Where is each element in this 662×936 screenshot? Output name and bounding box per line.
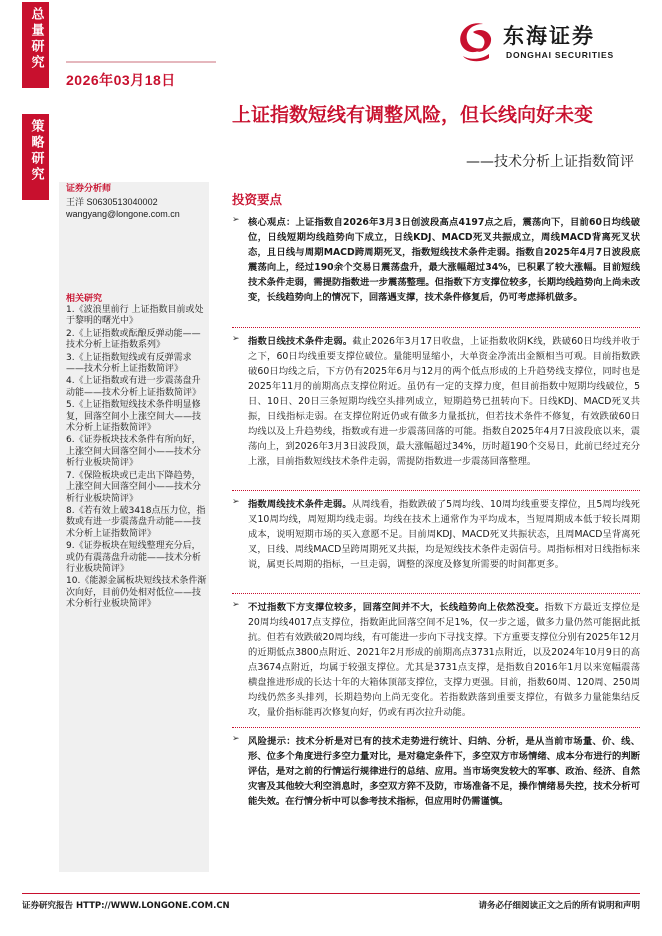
bullet-risk (232, 734, 640, 809)
related-item[interactable]: 8.《若有效上破3418点压力位，指数或有进一步震荡盘升动能——技术分析上证指数简评》 (66, 505, 206, 539)
category-label: 总量研究 (28, 7, 44, 71)
bullet-bold-text: 不过指数下方支撑位较多，回落空间并不大，长线趋势向上依然没变。 (248, 602, 545, 613)
related-item[interactable]: 5.《上证指数短线技术条件明显修复，回落空间小上涨空间大——技术分析上证指数简评》 (66, 400, 202, 434)
dotted-divider (232, 593, 640, 594)
bullet-arrow-icon: ➢ (232, 600, 240, 610)
analyst-email[interactable]: wangyang@longone.com.cn (66, 209, 180, 219)
bullet-text: 指数下方最近支撑位是20周均线4017点支撑位，指数距此回落空间不足1%，仅一步之遥，做多力量仍然可能据此抵抗。但若有效跌破20周均线，有可能进一步向下寻找支撑。下方重要支撑位分别有2025年12月的近期低点3800点附近、2021年2月形成的前期高点3731点附近，以及2024年10月9日的高点3674点附近，均属于较强支撑位。尤其是3731点支撑，是指数自2016年1月以来宽幅震荡横盘推进形成的长达十年的大箱体顶部支撑位，支撑力更强。目前，指数60周、120周、250周均线仍然多头排列，长期趋势向上尚无变化。若指数跌落到重要支撑位，有做多力量能集结反攻，量价指标能再次修复向好，仍或有再次拉升动能。 (248, 602, 640, 718)
related-item[interactable]: 9.《证券板块在短线整理充分后，或仍有震荡盘升动能——技术分析行业板块简评》 (66, 541, 202, 574)
bullet-text: 截止2026年3月17日收盘，上证指数收阴K线，跌破60日均线并收于之下，60日均线重要支撑位破位。量能明显缩小，大单资金净流出金额相当可观。目前指数跌破60日均线之后，下方仍有2025年6月与12月的两个低点形成的上升趋势线支撑位，同时也是2025年11月的前期高点支撑位附近。虽仍有一定的支撑力度，但目前指数中短期均线破位，5日、10日、20日三条短期均线空头排列成立，短期趋势已扭转向下。日线KDJ、MACD死叉共振，日线指标走弱。在支撑位附近仍或有做多力量抵抗，但若技术条件不修复，有效跌破60日均线以及上升趋势线，指数或有进一步震荡回落的可能。指数自2025年4月7日波段底以来，震荡向上，到2026年3月3日波段顶，最大涨幅超过34%，历时超190个交易日，此前已经过充分上涨，目前指数短线技术条件走弱，需提防指数进一步震荡回落整理。 (248, 336, 640, 467)
bullet-core-view (232, 215, 640, 305)
analyst-heading: 证券分析师 (66, 184, 112, 194)
section-title: 投资要点 (232, 192, 283, 207)
bullet-daily (232, 334, 640, 469)
strategy-tab (22, 114, 49, 200)
bullet-arrow-icon: ➢ (232, 215, 240, 225)
bullet-bold-text: 指数周线技术条件走弱。 (248, 499, 352, 510)
footer-left[interactable]: 证券研究报告 HTTP://WWW.LONGONE.COM.CN (22, 901, 230, 911)
logo-name-en: DONGHAI SECURITIES (506, 50, 614, 60)
bullet-bold-text: 风险提示：技术分析是对已有的技术走势进行统计、归纳、分析，是从当前市场量、价、线、形、位多个角度进行多空力量对比，是对稳定条件下，多空双方市场情绪、成本分布进行的判断评估，是对之前的行情运行规律进行的总结、应用。当市场突发较大的军事、政治、经济、自然灾害及其他较大利空消息时，多空双方猝不及防，市场准备不足，操作情绪易失控，技术分析可能失效。在行情分析中可以参考技术指标，但应用时仍需谨慎。 (248, 736, 640, 807)
related-item[interactable]: 1.《波浪里前行 上证指数目前或处于黎明的曙光中》 (66, 305, 204, 327)
bullet-arrow-icon: ➢ (232, 497, 240, 507)
company-logo (455, 18, 645, 66)
bullet-arrow-icon: ➢ (232, 734, 240, 744)
footer-divider (22, 893, 640, 894)
related-item[interactable]: 3.《上证指数短线或有反弹需求——技术分析上证指数简评》 (66, 352, 192, 375)
related-item[interactable]: 7.《保险板块或已走出下降趋势，上涨空间大回落空间小——技术分析行业板块简评》 (66, 470, 202, 504)
report-title: 上证指数短线有调整风险，但长线向好未变 (232, 104, 594, 126)
related-list (66, 305, 207, 611)
bullet-arrow-icon: ➢ (232, 334, 240, 344)
dotted-divider (232, 727, 640, 728)
related-heading: 相关研究 (66, 294, 103, 304)
footer-disclaimer: 请务必仔细阅读正文之后的所有说明和声明 (478, 901, 640, 911)
strategy-label: 策略研究 (28, 119, 44, 183)
logo-mark-icon (455, 18, 495, 62)
bullet-weekly (232, 497, 640, 572)
related-item[interactable]: 6.《证券板块技术条件有所向好，上涨空间大回落空间小——技术分析行业板块简评》 (66, 435, 202, 469)
dotted-divider (232, 327, 640, 328)
logo-name-cn: 东海证券 (503, 24, 595, 48)
bullet-bold-text: 指数日线技术条件走弱。 (248, 336, 353, 347)
header-divider (66, 61, 216, 63)
related-item[interactable]: 4.《上证指数或有进一步震荡盘升动能——技术分析上证指数简评》 (66, 376, 202, 398)
category-tab (22, 2, 49, 88)
dotted-divider (232, 490, 640, 491)
bullet-text: 从周线看，指数跌破了5周均线、10周均线重要支撑位，且5周均线死叉10周均线，周短期均线走弱。均线在技术上通常作为平均成本，当短周期成本低于较长周期成本，说明短期市场的买入意愿不足。目前周KDJ、MACD死叉共振状态，且周MACD呈背离死叉，日线、周线MACD呈跨周期死叉共振，均是短线技术条件走弱信号。周指标相对日线指标来说，属更长周期的指标，一旦走弱，调整的深度及修复所需要的时间都更多。 (248, 499, 640, 570)
report-subtitle: ——技术分析上证指数简评 (466, 154, 634, 170)
bullet-support (232, 600, 640, 720)
related-item[interactable]: 10.《能源金属板块短线技术条件渐次向好，目前仍处相对低位——技术分析行业板块简评》 (66, 576, 207, 610)
related-item[interactable]: 2.《上证指数或酝酿反弹动能——技术分析上证指数系列》 (66, 328, 201, 351)
bullet-bold-text: 核心观点：上证指数自2026年3月3日创波段高点4197点之后，震荡向下，目前60日均线破位，日线短期均线趋势向下成立，日线KDJ、MACD死叉共振成立，周线MACD背离死叉状态，且日线与周期MACD跨周期死叉，指数短线技术条件走弱。指数自2025年4月7日波段底震荡向上，经过190余个交易日震荡盘升，最大涨幅超过34%，已积累了较大涨幅。目前短线技术条件走弱，需提防指数进一步震荡整理。但指数下方支撑位较多，长期均线趋势向上尚未改变，长线趋势向上的情况下，回落遇支撑，技术条件修复后，仍可考虑择机做多。 (248, 217, 640, 303)
report-date: 2026年03月18日 (66, 72, 176, 88)
analyst-name: 王洋 S0630513040002 (66, 197, 158, 207)
